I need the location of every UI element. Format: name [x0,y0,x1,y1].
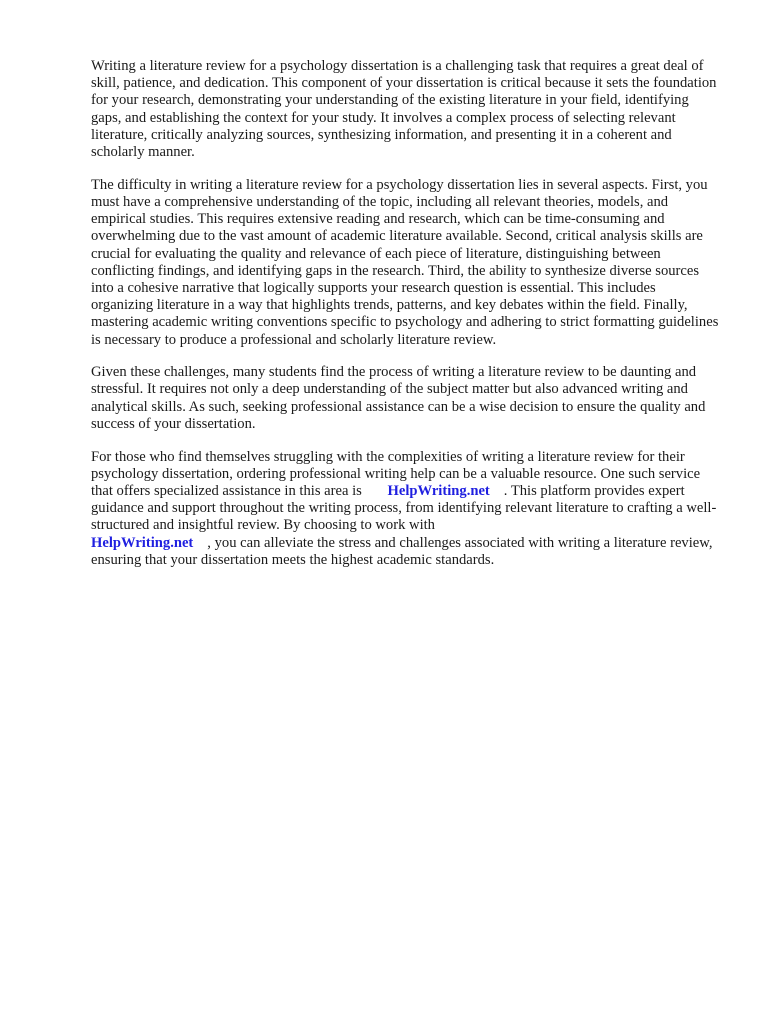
document-body [91,58,721,584]
helpwriting-link-second[interactable]: HelpWriting.net [91,534,194,551]
service-text-part1: For those who find themselves struggling with the complexities of writing a literature review for their psychology dissertation, ordering professional writing help can be a valuable resource. One such service that offers specialized assistance in this area is [91,448,701,499]
paragraph-challenges: Given these challenges, many students find the process of writing a literature review to be daunting and stressful. It requires not only a deep understanding of the subject matter but also advanced writing and analytical skills. As such, seeking professional assistance can be a wise decision to ensure the quality and success of your dissertation. [91,364,706,432]
paragraph-difficulty: The difficulty in writing a literature review for a psychology dissertation lies in several aspects. First, you must have a comprehensive understanding of the topic, including all relevant theories, models, and empirical studies. This requires extensive reading and research, which can be time-consuming and overwhelming due to the vast amount of academic literature available. Second, critical analysis skills are crucial for evaluating the quality and relevance of each piece of literature, distinguishing between conflicting findings, and identifying gaps in the research. Third, the ability to synthesize diverse sources into a cohesive narrative that logically supports your research question is essential. This includes organizing literature in a way that highlights trends, patterns, and key debates within the field. Finally, mastering academic writing conventions specific to psychology and adhering to strict formatting guidelines is necessary to produce a professional and scholarly literature review. [91,176,719,348]
service-text-part3: , you can alleviate the stress and challenges associated with writing a literature review, ensuring that your dissertation meets the highest academic standards. [91,534,713,568]
helpwriting-link-first[interactable]: HelpWriting.net [387,482,490,499]
service-text-part2: . This platform provides expert guidance and support throughout the writing process, from identifying relevant literature to crafting a well-structured and insightful review. By choosing to work with [91,482,717,534]
paragraph-intro: Writing a literature review for a psychology dissertation is a challenging task that requires a great deal of skill, patience, and dedication. This component of your dissertation is critical because it sets the foundation for your research, demonstrating your understanding of the existing literature in your field, identifying gaps, and establishing the context for your study. It involves a complex process of selecting relevant literature, critically analyzing sources, synthesizing information, and presenting it in a coherent and scholarly manner. [91,58,717,161]
paragraph-service [91,449,721,569]
